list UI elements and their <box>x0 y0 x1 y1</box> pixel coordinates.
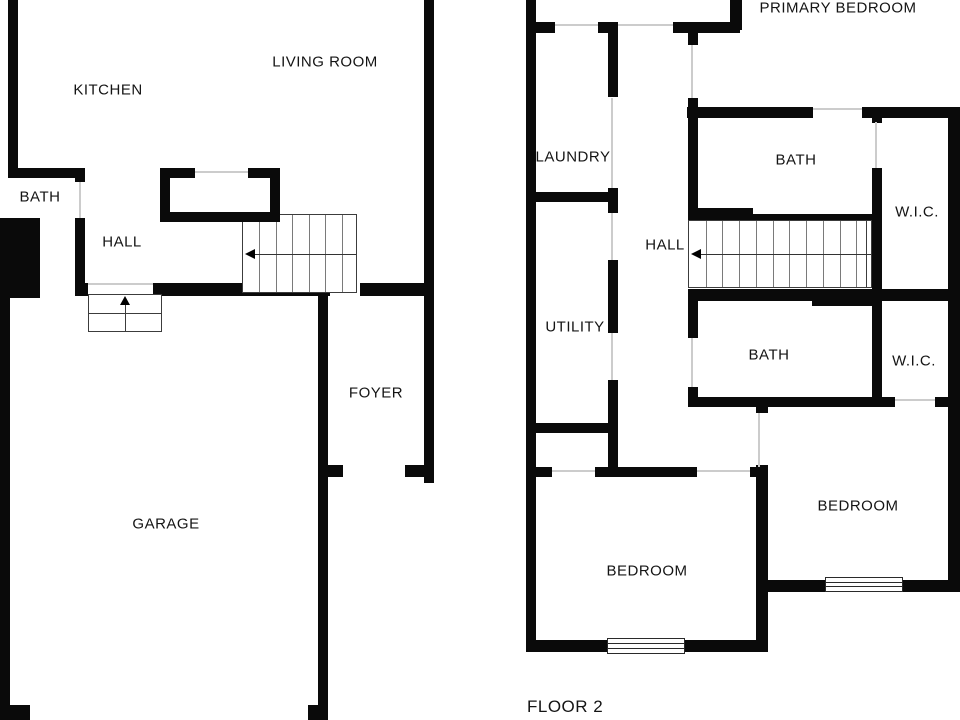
wall-segment <box>536 192 608 202</box>
wall-segment <box>935 397 960 407</box>
wall-segment <box>526 0 536 652</box>
stairs-left-arrow-icon <box>691 249 701 259</box>
stair-direction-line <box>252 254 356 255</box>
window-pane-line <box>826 582 902 583</box>
step-center-line <box>125 303 126 331</box>
window-pane-line <box>826 586 902 587</box>
door-opening-line <box>195 171 248 173</box>
door-opening-line <box>555 24 598 26</box>
wall-segment <box>948 110 960 592</box>
wall-segment <box>8 0 18 178</box>
wall-segment <box>536 22 555 33</box>
door-opening-line <box>79 182 81 218</box>
door-opening-line <box>697 470 750 472</box>
wall-segment <box>0 296 10 720</box>
wall-segment <box>536 467 552 477</box>
wall-segment <box>608 260 618 333</box>
wall-segment <box>405 465 433 477</box>
room-label-bedroom: BEDROOM <box>817 497 899 515</box>
wall-segment <box>812 289 872 306</box>
door-opening-line <box>691 45 693 98</box>
stairs-floor-1 <box>242 214 357 293</box>
wall-segment <box>882 397 895 407</box>
wall-segment <box>75 168 85 182</box>
stairs-left-arrow-icon <box>245 249 255 259</box>
room-label-kitchen: KITCHEN <box>73 81 143 99</box>
room-label-hall: HALL <box>645 236 685 254</box>
door-opening-line <box>758 413 760 467</box>
wall-segment <box>160 212 280 222</box>
room-label-bath: BATH <box>748 346 790 364</box>
door-opening-line <box>88 283 153 285</box>
door-opening-line <box>813 108 862 110</box>
wall-segment <box>688 208 753 220</box>
wall-segment <box>872 118 882 123</box>
wall-segment <box>688 397 890 407</box>
entry-steps <box>88 294 162 332</box>
door-opening-line <box>691 338 693 387</box>
room-label-bedroom: BEDROOM <box>606 562 688 580</box>
stairs-up-arrow-icon <box>120 296 130 305</box>
door-opening-line <box>611 98 613 188</box>
room-label-bath: BATH <box>19 188 61 206</box>
stairs-floor-2 <box>688 220 872 288</box>
wall-segment <box>756 465 768 652</box>
door-opening-line <box>618 24 673 26</box>
wall-segment <box>687 107 813 118</box>
wall-segment <box>328 465 343 477</box>
wall-segment <box>903 580 960 592</box>
wall-segment <box>424 0 434 483</box>
window-symbol <box>825 577 903 592</box>
room-label-primary-bedroom: PRIMARY BEDROOM <box>759 0 917 17</box>
wall-segment <box>536 423 618 433</box>
wall-segment <box>862 107 960 118</box>
room-label-utility: UTILITY <box>545 318 605 336</box>
wall-segment <box>318 283 328 720</box>
wall-segment <box>608 32 618 97</box>
wall-segment <box>688 301 698 338</box>
room-label-w-i-c: W.I.C. <box>892 352 936 370</box>
wall-segment <box>526 640 607 652</box>
door-opening-line <box>611 213 613 260</box>
room-label-garage: GARAGE <box>132 515 200 533</box>
wall-segment <box>0 705 30 720</box>
wall-segment <box>872 168 882 400</box>
door-opening-line <box>875 122 877 168</box>
window-pane-line <box>608 648 684 649</box>
door-opening-line <box>895 399 935 401</box>
wall-segment <box>0 218 40 298</box>
room-label-w-i-c: W.I.C. <box>895 203 939 221</box>
wall-segment <box>688 32 698 45</box>
stair-direction-line <box>698 254 871 255</box>
door-opening-line <box>552 470 595 472</box>
room-label-bath: BATH <box>775 151 817 169</box>
room-label-living-room: LIVING ROOM <box>272 53 378 71</box>
wall-segment <box>750 467 762 477</box>
floor-caption: FLOOR 2 <box>527 697 604 716</box>
wall-segment <box>685 640 768 652</box>
door-opening-line <box>611 333 613 380</box>
wall-segment <box>595 467 697 477</box>
window-symbol <box>607 638 685 654</box>
wall-segment <box>730 0 742 30</box>
wall-segment <box>75 283 88 296</box>
wall-segment <box>360 283 427 296</box>
wall-segment <box>8 168 85 178</box>
wall-segment <box>608 188 618 213</box>
room-label-foyer: FOYER <box>348 384 404 402</box>
room-label-laundry: LAUNDRY <box>535 148 611 166</box>
room-label-hall: HALL <box>102 233 142 251</box>
wall-segment <box>768 580 825 592</box>
window-pane-line <box>608 643 684 644</box>
